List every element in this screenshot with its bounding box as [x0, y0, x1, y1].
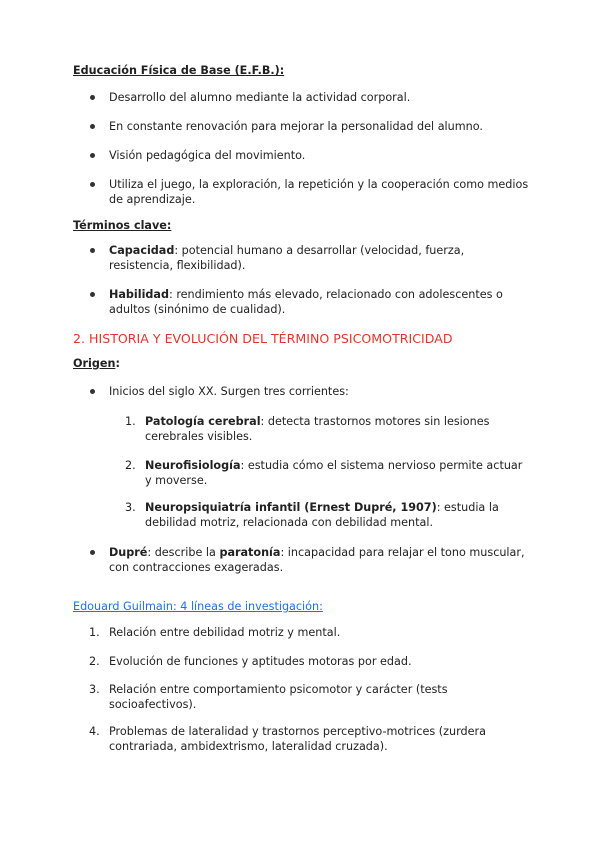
- term-label: Dupré: [109, 546, 148, 559]
- term-label: Habilidad: [109, 288, 169, 301]
- item-number: 2.: [89, 655, 100, 668]
- term-definition: : potencial humano a desarrollar (velocidad, fuerza, resistencia, flexibilidad).: [109, 244, 465, 272]
- item-number: 2.: [125, 459, 136, 472]
- term-label: Capacidad: [109, 244, 175, 257]
- origen-heading: [73, 356, 120, 371]
- term-definition: : estudia la debilidad motriz, relacionada con debilidad mental.: [145, 501, 499, 529]
- numbered-item: [125, 458, 530, 488]
- numbered-item: [125, 500, 530, 530]
- list-item: En constante renovación para mejorar la personalidad del alumno.: [109, 119, 529, 134]
- guilmain-link[interactable]: Edouard Guilmain: 4 líneas de investigación:: [73, 600, 323, 613]
- numbered-item: [89, 654, 529, 669]
- item-text: Relación entre debilidad motriz y mental.: [109, 626, 341, 639]
- term-definition: : detecta trastornos motores sin lesiones cerebrales visibles.: [145, 415, 490, 443]
- numbered-item: [89, 724, 529, 754]
- list-item: Utiliza el juego, la exploración, la repetición y la cooperación como medios de aprendizaje.: [109, 178, 529, 206]
- item-number: 3.: [89, 683, 100, 696]
- term-label: Neuropsiquiatría infantil (Ernest Dupré, 1907): [145, 501, 437, 514]
- list-item: Desarrollo del alumno mediante la actividad corporal.: [109, 90, 529, 105]
- efb-heading: Educación Física de Base (E.F.B.):: [73, 64, 285, 77]
- terminos-heading: Términos clave:: [73, 219, 172, 232]
- list-item: Inicios del siglo XX. Surgen tres corrientes:: [109, 384, 529, 399]
- item-number: 4.: [89, 725, 100, 738]
- list-item: [109, 545, 529, 575]
- term-label: paratonía: [219, 546, 281, 559]
- term-definition: : estudia cómo el sistema nervioso permite actuar y moverse.: [145, 459, 523, 487]
- item-text: Evolución de funciones y aptitudes motoras por edad.: [109, 655, 412, 668]
- numbered-item: [89, 625, 529, 640]
- list-item: [109, 243, 529, 273]
- term-label: Patología cerebral: [145, 415, 261, 428]
- item-number: 1.: [125, 415, 136, 428]
- item-number: 1.: [89, 626, 100, 639]
- item-text: Relación entre comportamiento psicomotor y carácter (tests socioafectivos).: [109, 683, 448, 711]
- term-text: : describe la: [147, 546, 220, 559]
- term-label: Neurofisiología: [145, 459, 241, 472]
- origen-label: Origen: [73, 357, 116, 370]
- term-definition: : incapacidad para relajar el tono muscular, con contracciones exageradas.: [109, 546, 525, 574]
- origen-colon: :: [115, 357, 120, 370]
- list-item: [109, 287, 529, 317]
- item-number: 3.: [125, 501, 136, 514]
- section-title: 2. HISTORIA Y EVOLUCIÓN DEL TÉRMINO PSICOMOTRICIDAD: [73, 331, 453, 346]
- item-text: Problemas de lateralidad y trastornos perceptivo-motrices (zurdera contrariada, ambidextrismo, lateralidad cruzada).: [109, 725, 486, 753]
- numbered-item: [125, 414, 530, 444]
- list-item: Visión pedagógica del movimiento.: [109, 148, 529, 163]
- term-definition: : rendimiento más elevado, relacionado con adolescentes o adultos (sinónimo de cualidad).: [109, 288, 503, 316]
- numbered-item: [89, 682, 529, 712]
